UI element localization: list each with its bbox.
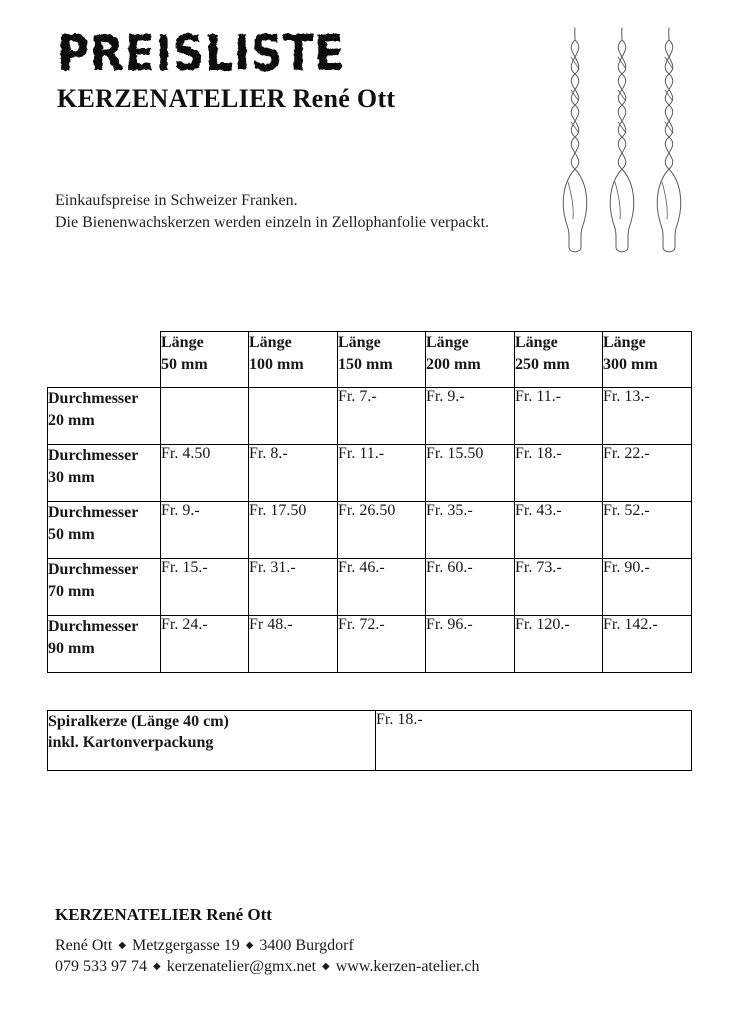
- intro-text: [55, 190, 489, 234]
- intro-line: Einkaufspreise in Schweizer Franken.: [55, 192, 298, 209]
- footer-phone: 079 533 97 74: [55, 958, 147, 975]
- price-cell: Fr. 13.-: [603, 388, 692, 445]
- footer-website: www.kerzen-atelier.ch: [335, 958, 480, 975]
- table-row: [48, 502, 692, 559]
- page-title: [56, 22, 366, 84]
- page-title-text: PREISLISTE: [57, 25, 345, 82]
- length-header-cell: Länge 250 mm: [515, 332, 603, 388]
- price-cell: Fr. 73.-: [515, 559, 603, 616]
- price-cell: Fr. 52.-: [603, 502, 692, 559]
- footer-contact-line: [55, 956, 480, 977]
- table-row: [48, 711, 692, 771]
- diameter-label-cell: Durchmesser 70 mm: [48, 559, 161, 616]
- price-cell: Fr. 15.50: [426, 445, 515, 502]
- table-row: [48, 559, 692, 616]
- price-cell: Fr 48.-: [249, 616, 338, 673]
- price-table: [47, 331, 692, 673]
- price-cell: Fr. 31.-: [249, 559, 338, 616]
- diamond-separator-icon: ◆: [118, 940, 127, 951]
- candle-illustrations: [553, 26, 691, 258]
- footer: [55, 905, 480, 977]
- diamond-separator-icon: ◆: [245, 940, 254, 951]
- length-header-cell: Länge 50 mm: [161, 332, 249, 388]
- price-cell: [161, 388, 249, 445]
- price-cell: Fr. 96.-: [426, 616, 515, 673]
- price-cell: Fr. 46.-: [338, 559, 426, 616]
- price-cell: Fr. 26.50: [338, 502, 426, 559]
- length-header-cell: Länge 200 mm: [426, 332, 515, 388]
- diamond-separator-icon: ◆: [322, 961, 330, 972]
- price-cell: Fr. 11.-: [515, 388, 603, 445]
- length-header-cell: Länge 150 mm: [338, 332, 426, 388]
- spiral-candle-icon: [647, 26, 691, 258]
- diameter-label-cell: Durchmesser 20 mm: [48, 388, 161, 445]
- spiral-candle-icon: [600, 26, 644, 258]
- table-row: [48, 445, 692, 502]
- spiral-candle-table: [47, 710, 692, 771]
- spiral-candle-icon: [553, 26, 597, 258]
- price-cell: [249, 388, 338, 445]
- price-cell: Fr. 9.-: [161, 502, 249, 559]
- price-cell: Fr. 22.-: [603, 445, 692, 502]
- length-header-cell: Länge 300 mm: [603, 332, 692, 388]
- footer-address-line: [55, 935, 480, 956]
- table-row: [48, 388, 692, 445]
- diamond-separator-icon: ◆: [153, 961, 161, 972]
- price-cell: Fr. 142.-: [603, 616, 692, 673]
- footer-city: 3400 Burgdorf: [259, 937, 354, 954]
- footer-company: KERZENATELIER René Ott: [55, 905, 272, 924]
- price-cell: Fr. 17.50: [249, 502, 338, 559]
- spiral-label-cell: Spiralkerze (Länge 40 cm) inkl. Kartonverpackung: [48, 711, 376, 771]
- table-header-row: [48, 332, 692, 388]
- footer-street: Metzgergasse 19: [132, 937, 240, 954]
- intro-line: Die Bienenwachskerzen werden einzeln in Zellophanfolie verpackt.: [55, 214, 490, 231]
- page-subtitle: KERZENATELIER René Ott: [57, 84, 396, 113]
- page-title-svg: [56, 22, 366, 84]
- price-cell: Fr. 15.-: [161, 559, 249, 616]
- price-cell: Fr. 90.-: [603, 559, 692, 616]
- diameter-label-cell: Durchmesser 90 mm: [48, 616, 161, 673]
- price-cell: Fr. 60.-: [426, 559, 515, 616]
- length-header-cell: Länge 100 mm: [249, 332, 338, 388]
- price-cell: Fr. 8.-: [249, 445, 338, 502]
- table-row: [48, 616, 692, 673]
- price-cell: Fr. 18.-: [376, 711, 692, 771]
- price-cell: Fr. 72.-: [338, 616, 426, 673]
- price-cell: Fr. 7.-: [338, 388, 426, 445]
- price-cell: Fr. 24.-: [161, 616, 249, 673]
- price-cell: Fr. 9.-: [426, 388, 515, 445]
- price-cell: Fr. 43.-: [515, 502, 603, 559]
- price-cell: Fr. 4.50: [161, 445, 249, 502]
- corner-cell: [48, 332, 161, 388]
- price-cell: Fr. 18.-: [515, 445, 603, 502]
- diameter-label-cell: Durchmesser 30 mm: [48, 445, 161, 502]
- diameter-label-cell: Durchmesser 50 mm: [48, 502, 161, 559]
- price-cell: Fr. 35.-: [426, 502, 515, 559]
- price-cell: Fr. 120.-: [515, 616, 603, 673]
- price-cell: Fr. 11.-: [338, 445, 426, 502]
- footer-name: René Ott: [55, 937, 113, 954]
- footer-email: kerzenatelier@gmx.net: [166, 958, 317, 975]
